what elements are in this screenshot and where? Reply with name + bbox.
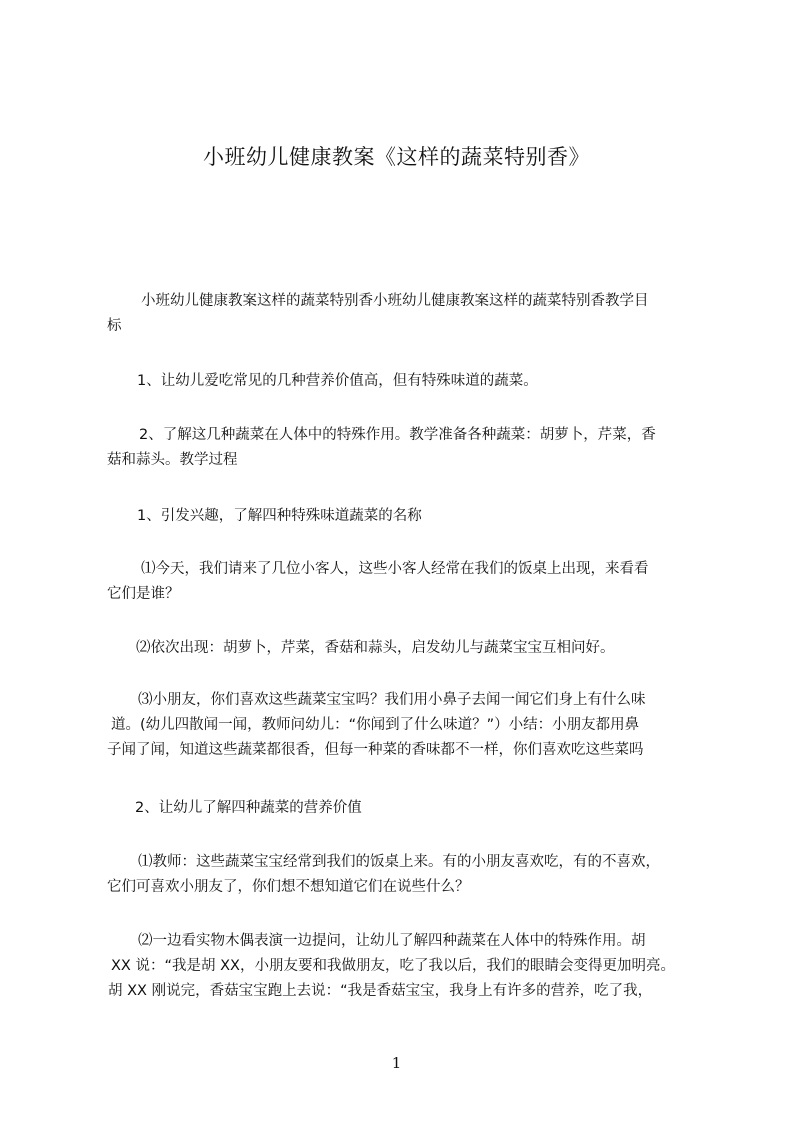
text-line: 2、了解这几种蔬菜在人体中的特殊作用。教学准备各种蔬菜：胡萝卜，芹菜，香 <box>139 427 656 443</box>
paragraph-step-2-1 <box>107 850 719 900</box>
text-line: 小班幼儿健康教案这样的蔬菜特别香小班幼儿健康教案这样的蔬菜特别香教学目 <box>141 293 649 309</box>
text-line: XX 说：“我是胡 XX，小朋友要和我做朋友，吃了我以后，我们的眼睛会变得更加明亮。 <box>111 958 675 974</box>
text-line: ⑴教师：这些蔬菜宝宝经常到我们的饭桌上来。有的小朋友喜欢吃，有的不喜欢， <box>138 854 660 870</box>
text-line: 道。(幼儿四散闻一闻，教师问幼儿：“你闻到了什么味道？”）小结：小朋友都用鼻 <box>111 717 640 733</box>
paragraph-objective-1 <box>107 369 719 394</box>
text-line: 2、让幼儿了解四种蔬菜的营养价值 <box>135 800 362 816</box>
text-line: 标 <box>107 318 122 334</box>
paragraph-step-1-1 <box>107 557 719 607</box>
text-line: 1、引发兴趣，了解四种特殊味道蔬菜的名称 <box>137 508 422 524</box>
document-title: 小班幼儿健康教案《这样的蔬菜特别香》 <box>203 145 590 169</box>
text-line: 子闻了闻，知道这些蔬菜都很香，但每一种菜的香味都不一样，你们喜欢吃这些菜吗 <box>107 742 644 758</box>
paragraph-step-2 <box>107 796 719 821</box>
text-line: ⑴今天，我们请来了几位小客人，这些小客人经常在我们的饭桌上出现，来看看 <box>141 561 649 577</box>
paragraph-step-1-2 <box>107 636 719 661</box>
text-line: 胡 XX 刚说完，香菇宝宝跑上去说：“我是香菇宝宝，我身上有许多的营养，吃了我， <box>108 983 653 999</box>
text-line: ⑵一边看实物木偶表演一边提问，让幼儿了解四种蔬菜在人体中的特殊作用。胡 <box>138 933 646 949</box>
paragraph-step-1-3 <box>107 688 719 763</box>
text-line: ⑶小朋友，你们喜欢这些蔬菜宝宝吗？我们用小鼻子去闻一闻它们身上有什么味 <box>138 692 646 708</box>
text-line: 它们是谁？ <box>107 586 180 602</box>
paragraph-step-1 <box>107 504 719 529</box>
paragraph-step-2-2 <box>107 929 719 1004</box>
page-number: 1 <box>391 1054 402 1072</box>
text-line: 它们可喜欢小朋友了，你们想不想知道它们在说些什么？ <box>107 879 470 895</box>
text-line: ⑵依次出现：胡萝卜，芹菜，香菇和蒜头，启发幼儿与蔬菜宝宝互相问好。 <box>136 640 615 656</box>
paragraph-objectives <box>107 289 719 339</box>
text-line: 菇和蒜头。教学过程 <box>107 452 238 468</box>
text-line: 1、让幼儿爱吃常见的几种营养价值高，但有特殊味道的蔬菜。 <box>137 373 538 389</box>
paragraph-objective-2 <box>107 423 719 473</box>
